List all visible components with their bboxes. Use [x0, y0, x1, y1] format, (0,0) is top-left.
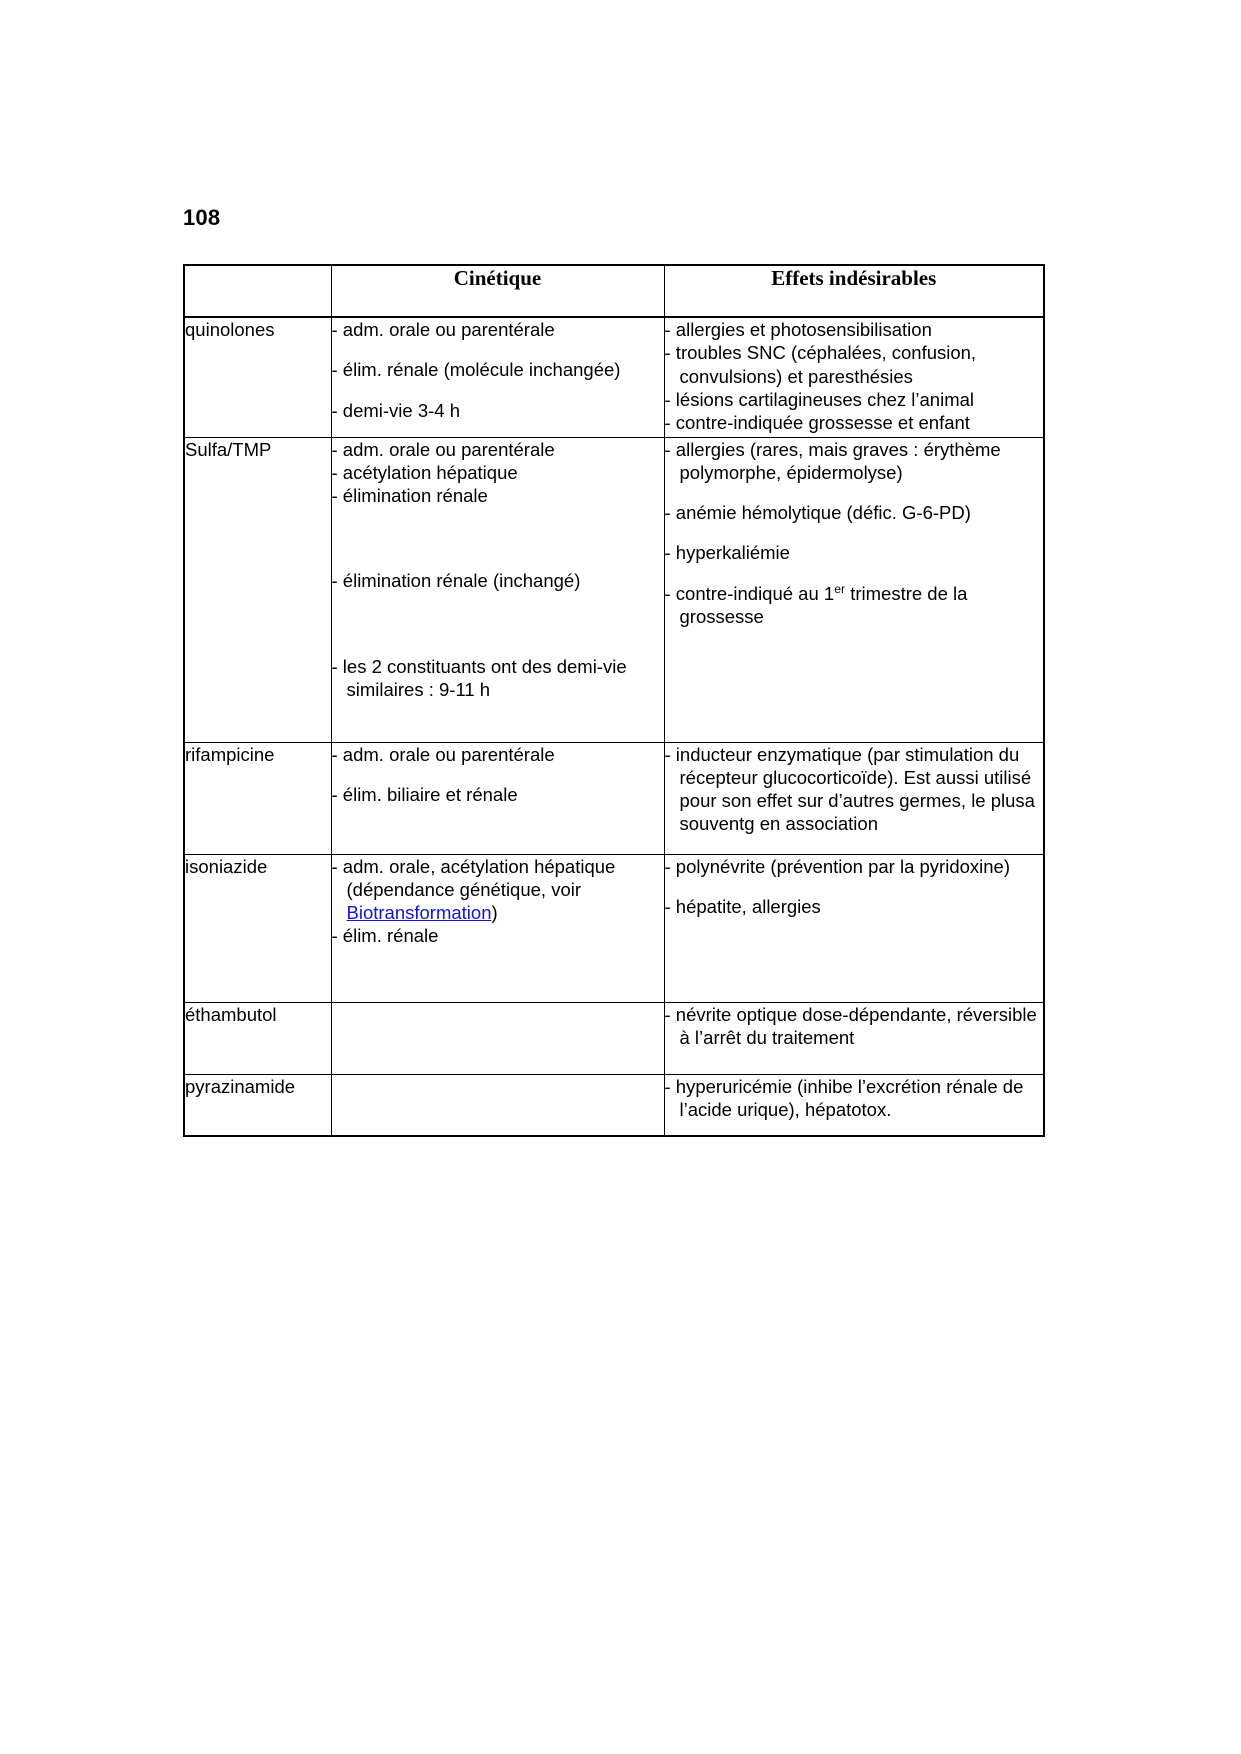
list-item: - élimination rénale [331, 485, 488, 507]
kinetics-line-1: - adm. orale, acétylation hépatique [331, 855, 616, 877]
drug-comparison-table [183, 264, 1045, 1137]
table-row [184, 1002, 1044, 1074]
list-item: - élim. rénale [331, 925, 439, 947]
effects-cell [664, 1002, 1044, 1074]
list-item: - allergies et photosensibilisation [664, 319, 932, 340]
kinetics-cell [331, 317, 664, 437]
effects-cell [664, 1074, 1044, 1136]
list-item: - hépatite, allergies [664, 895, 821, 917]
closing-paren: ) [491, 902, 498, 924]
table-row [184, 742, 1044, 854]
list-item: - adm. orale ou parentérale [331, 319, 555, 340]
kinetics-cell [331, 437, 664, 742]
effects-cell [664, 437, 1044, 742]
drug-name-cell: isoniazide [184, 854, 331, 1002]
list-item: - troubles SNC (céphalées, confusion, convulsions) et paresthésies [664, 342, 977, 387]
list-item: - demi-vie 3-4 h [331, 399, 461, 421]
list-item: - adm. orale ou parentérale [331, 743, 555, 765]
ci-text-after: trimestre de la grossesse [679, 582, 968, 627]
table-row [184, 317, 1044, 437]
kinetics-cell [331, 854, 664, 1002]
table-row [184, 1074, 1044, 1136]
list-item: - hyperkaliémie [664, 542, 790, 564]
drug-name-cell: quinolones [184, 317, 331, 437]
kinetics-cell [331, 742, 664, 854]
kinetics-cell [331, 1002, 664, 1074]
ci-text-before: - contre-indiqué au 1 [664, 582, 835, 604]
list-item: - acétylation hépatique [331, 461, 518, 483]
drug-name-cell: rifampicine [184, 742, 331, 854]
drug-name-cell: Sulfa/TMP [184, 437, 331, 742]
list-item: - élim. rénale (molécule inchangée) [331, 359, 621, 381]
kinetics-cell [331, 1074, 664, 1136]
table-header-row [184, 265, 1044, 317]
list-item: - élim. biliaire et rénale [331, 783, 518, 805]
table-body [184, 317, 1044, 1136]
list-item [332, 855, 664, 925]
table-row [184, 437, 1044, 742]
ordinal-suffix: er [834, 581, 846, 596]
drug-name-cell: pyrazinamide [184, 1074, 331, 1136]
biotransformation-link[interactable]: Biotransformation [346, 902, 492, 924]
list-item: - anémie hémolytique (défic. G-6-PD) [664, 502, 971, 524]
list-item: - les 2 constituants ont des demi-vie similaires : 9-11 h [331, 655, 627, 700]
list-item: - adm. orale ou parentérale [331, 438, 555, 460]
effects-cell [664, 854, 1044, 1002]
list-item: - névrite optique dose-dépendante, réversible à l’arrêt du traitement [664, 1003, 1037, 1048]
effects-cell [664, 317, 1044, 437]
column-header-kinetics: Cinétique [331, 265, 664, 317]
list-item: - hyperuricémie (inhibe l’excrétion rénale de l’acide urique), hépatotox. [664, 1075, 1024, 1120]
list-item: - élimination rénale (inchangé) [331, 570, 581, 592]
list-item: - lésions cartilagineuses chez l’animal [664, 388, 975, 410]
list-item: - polynévrite (prévention par la pyridoxine) [664, 855, 1011, 877]
list-item: - contre-indiquée grossesse et enfant [664, 412, 970, 434]
kinetics-line-2: (dépendance génétique, voir [346, 878, 582, 900]
column-header-drug [184, 265, 331, 317]
table-row [184, 854, 1044, 1002]
table-header [184, 265, 1044, 317]
list-item: - allergies (rares, mais graves : érythème polymorphe, épidermolyse) [664, 438, 1001, 483]
column-header-effects: Effets indésirables [664, 265, 1044, 317]
list-item-contraindication [665, 582, 1044, 629]
effects-cell [664, 742, 1044, 854]
drug-name-cell: éthambutol [184, 1002, 331, 1074]
list-item: - inducteur enzymatique (par stimulation du récepteur glucocorticoïde). Est aussi utilisé pour son effet sur d’autres germes, le plusa souventg en association [664, 743, 1035, 835]
page-number: 108 [183, 205, 221, 230]
